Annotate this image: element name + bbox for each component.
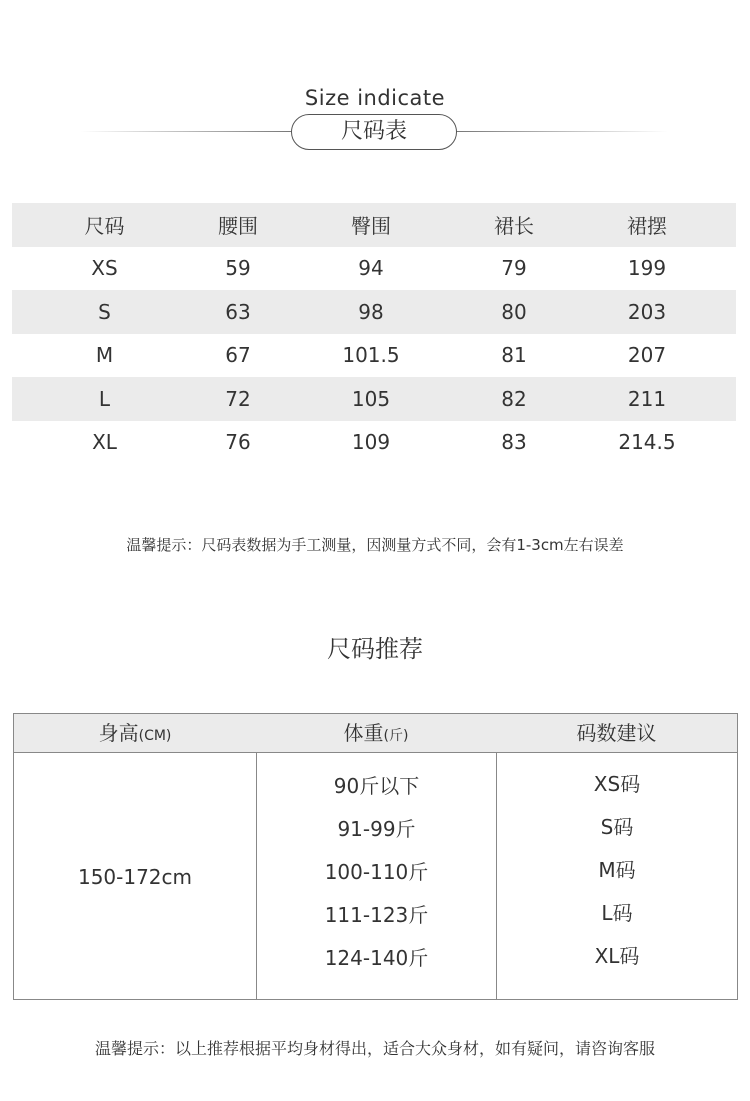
size-cell: S xyxy=(98,299,111,324)
header-height-label: 身高 xyxy=(98,721,139,745)
hip-cell: 94 xyxy=(358,256,384,281)
list-item: 100-110斤 xyxy=(324,860,429,884)
header-hem: 裙摆 xyxy=(627,214,667,239)
recommend-note: 温馨提示：以上推荐根据平均身材得出，适合大众身材，如有疑问，请咨询客服 xyxy=(94,1039,655,1058)
header-size: 尺码 xyxy=(84,214,125,239)
size-chart-title: 尺码表 xyxy=(291,114,457,150)
size-table xyxy=(12,203,736,464)
title-divider-left xyxy=(80,131,292,132)
list-item: S码 xyxy=(600,815,634,839)
waist-cell: 59 xyxy=(225,256,251,281)
list-item: M码 xyxy=(598,858,636,882)
length-cell: 83 xyxy=(501,430,527,455)
length-cell: 79 xyxy=(501,256,527,281)
hem-cell: 214.5 xyxy=(618,430,676,455)
header-weight xyxy=(256,714,496,753)
title-divider-right xyxy=(456,131,668,132)
hip-cell: 105 xyxy=(351,386,391,411)
table-row xyxy=(12,247,736,291)
size-cell: XS xyxy=(91,256,118,281)
length-cell: 81 xyxy=(501,343,527,368)
list-item: XL码 xyxy=(594,944,640,968)
length-cell: 80 xyxy=(501,299,527,324)
weight-list xyxy=(257,753,496,1000)
header-length: 裙长 xyxy=(494,214,534,239)
header-hip: 臀围 xyxy=(351,214,391,239)
table-row xyxy=(12,334,736,378)
waist-cell: 63 xyxy=(225,299,251,324)
table-row xyxy=(12,290,736,334)
size-suggest-list xyxy=(497,753,737,1000)
header-height xyxy=(14,714,256,753)
hip-cell: 98 xyxy=(358,299,384,324)
list-item: 91-99斤 xyxy=(337,817,416,841)
list-item: XS码 xyxy=(593,772,641,796)
recommend-table-header xyxy=(14,714,737,753)
list-item: 90斤以下 xyxy=(333,774,420,798)
hem-cell: 211 xyxy=(627,386,667,411)
hip-cell: 109 xyxy=(351,430,391,455)
header-weight-unit: (斤) xyxy=(383,728,409,744)
waist-cell: 76 xyxy=(225,430,251,455)
header-size-suggest-label: 码数建议 xyxy=(576,721,657,745)
height-cell xyxy=(14,753,256,1000)
size-indicate-title: Size indicate xyxy=(304,86,446,110)
hem-cell: 207 xyxy=(627,343,667,368)
table-row xyxy=(12,377,736,421)
size-cell: M xyxy=(95,343,114,368)
list-item: L码 xyxy=(601,901,633,925)
hem-cell: 199 xyxy=(627,256,667,281)
length-cell: 82 xyxy=(501,386,527,411)
waist-cell: 67 xyxy=(225,343,251,368)
header-waist: 腰围 xyxy=(218,214,258,239)
size-table-header xyxy=(12,203,736,247)
measurement-note: 温馨提示：尺码表数据为手工测量，因测量方式不同，会有1-3cm左右误差 xyxy=(126,536,624,554)
size-cell: XL xyxy=(92,430,117,455)
hem-cell: 203 xyxy=(627,299,667,324)
header-weight-label: 体重 xyxy=(343,721,384,745)
size-cell: L xyxy=(98,386,111,411)
table-row xyxy=(12,421,736,465)
height-range: 150-172cm xyxy=(77,864,193,889)
hip-cell: 101.5 xyxy=(342,343,400,368)
list-item: 111-123斤 xyxy=(324,903,429,927)
recommend-title: 尺码推荐 xyxy=(327,635,423,663)
waist-cell: 72 xyxy=(225,386,251,411)
header-height-unit: (CM) xyxy=(138,728,172,744)
header-size-suggest xyxy=(496,714,737,753)
recommend-table xyxy=(13,713,738,1000)
list-item: 124-140斤 xyxy=(324,946,429,970)
